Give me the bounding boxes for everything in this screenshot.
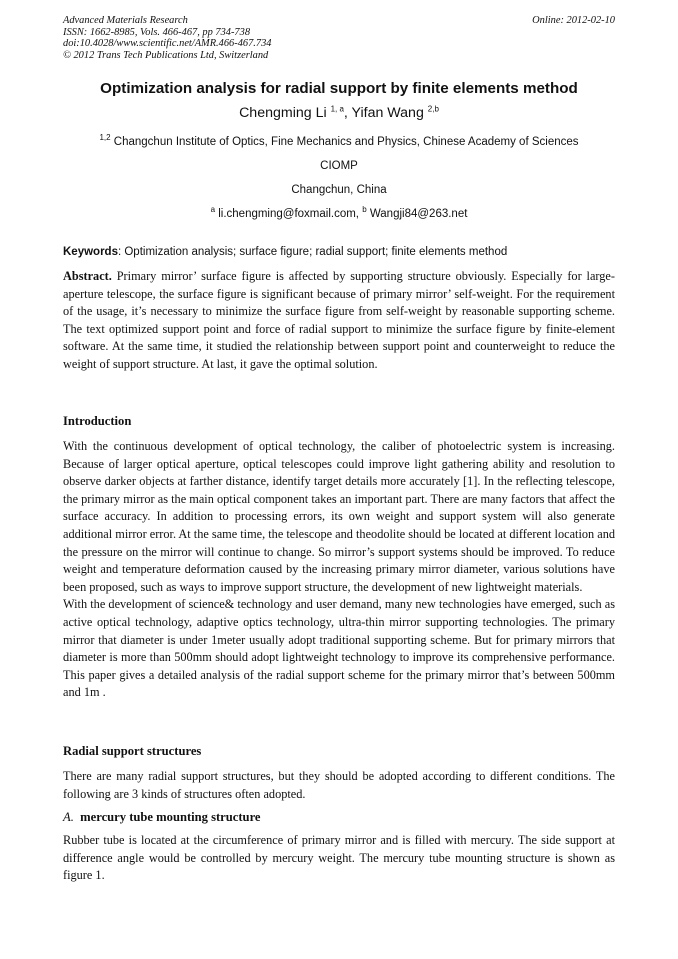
location: Changchun, China <box>291 184 387 196</box>
keywords-label: Keywords <box>63 246 118 258</box>
journal-name: Advanced Materials Research <box>63 15 188 26</box>
mercury-tube-paragraph: Rubber tube is located at the circumference of primary mirror and is filled with mercury. The side support at difference angle would be controlled by mercury weight. The mercury tube mounting structure is shown as figure 1. <box>63 833 615 883</box>
online-date: Online: 2012-02-10 <box>532 15 615 26</box>
email-b: Wangji84@263.net <box>369 208 468 220</box>
email-line <box>0 205 678 220</box>
affiliation-text: Changchun Institute of Optics, Fine Mechanics and Physics, Chinese Academy of Sciences <box>113 136 579 148</box>
doi-line: doi:10.4028/www.scientific.net/AMR.466-467.734 <box>63 38 272 50</box>
affiliation <box>0 133 678 148</box>
radial-support-heading: Radial support structures <box>63 744 202 758</box>
email-a-superscript: a <box>210 205 216 215</box>
introduction-body <box>63 438 615 702</box>
abstract-text: Primary mirror’ surface figure is affected by supporting structure obviously. Especially for large-aperture telescope, the surface figure is significant because of primary mirror’ self-weight. For the requirement of the usage, it’s necessary to minimize the surface figure from self-weight by reasonable supporting scheme. The text optimized support point and force of radial support to minimize the surface figure by finite-element software. At the same time, it studied the relationship between support point and counterweight to reduce the weight of support structure. At last, it gave the optimal solution. <box>63 269 615 371</box>
keywords <box>63 246 615 258</box>
introduction-paragraph-2: With the development of science& technology and user demand, many new technologies have emerged, such as active optical technology, adaptive optics technology, ultra-thin mirror supporting technologies. The primary mirror that diameter is under 1meter usually adopt traditional supporting scheme. But for primary mirrors that diameter is more than 500mm should adopt lightweight technology to improve its comprehensive performance. This paper gives a detailed analysis of the radial support scheme for the primary mirror that’s between 500mm and 1m . <box>63 597 615 700</box>
subsection-heading <box>63 810 261 825</box>
subsection-letter: A. <box>63 810 74 824</box>
email-a: li.chengming@foxmail.com, <box>218 208 363 220</box>
email-b-superscript: b <box>362 205 367 215</box>
author-2: Yifan Wang <box>351 105 424 121</box>
introduction-paragraph-1: With the continuous development of optical technology, the caliber of photoelectric system is increasing. Because of larger optical aperture, optical telescopes could improve light gathering ability and resolution to observe darker objects at farther distance, identify target details more accurately [1]. In the reflecting telescope, the primary mirror as the main optical component takes an important part. There are many factors that affect the surface accuracy. In addition to processing errors, its own weight and support system will also generate additional mirror error. At the same time, the telescope and theodolite should be located at different location and the pressure on the mirror will continue to change. So mirror’s support systems should be improved. To reduce weight and temperature deformation caused by the increasing primary mirror diameter, various solutions have been proposed, such as ways to improve support structure, the development of new lightweight materials. <box>63 439 615 594</box>
author-2-superscript: 2,b <box>427 104 439 114</box>
author-1: Chengming Li <box>239 105 327 121</box>
abstract <box>63 268 615 374</box>
affiliation-superscript: 1,2 <box>99 133 111 143</box>
author-line <box>0 105 678 121</box>
affiliation-abbreviation: CIOMP <box>320 160 358 172</box>
author-1-superscript: 1, a <box>330 104 344 114</box>
running-header <box>63 15 615 61</box>
author-separator: , <box>343 105 352 121</box>
paper-title: Optimization analysis for radial support by finite elements method <box>100 80 578 97</box>
issn-line: ISSN: 1662-8985, Vols. 466-467, pp 734-738 <box>63 26 251 38</box>
subsection-title: mercury tube mounting structure <box>80 810 261 824</box>
radial-support-intro: There are many radial support structures, but they should be adopted according to different conditions. The following are 3 kinds of structures often adopted. <box>63 769 615 801</box>
copyright-line: © 2012 Trans Tech Publications Ltd, Switzerland <box>63 49 269 61</box>
abstract-label: Abstract. <box>63 269 112 283</box>
keywords-text: : Optimization analysis; surface figure; radial support; finite elements method <box>117 246 508 258</box>
introduction-heading: Introduction <box>63 414 132 428</box>
